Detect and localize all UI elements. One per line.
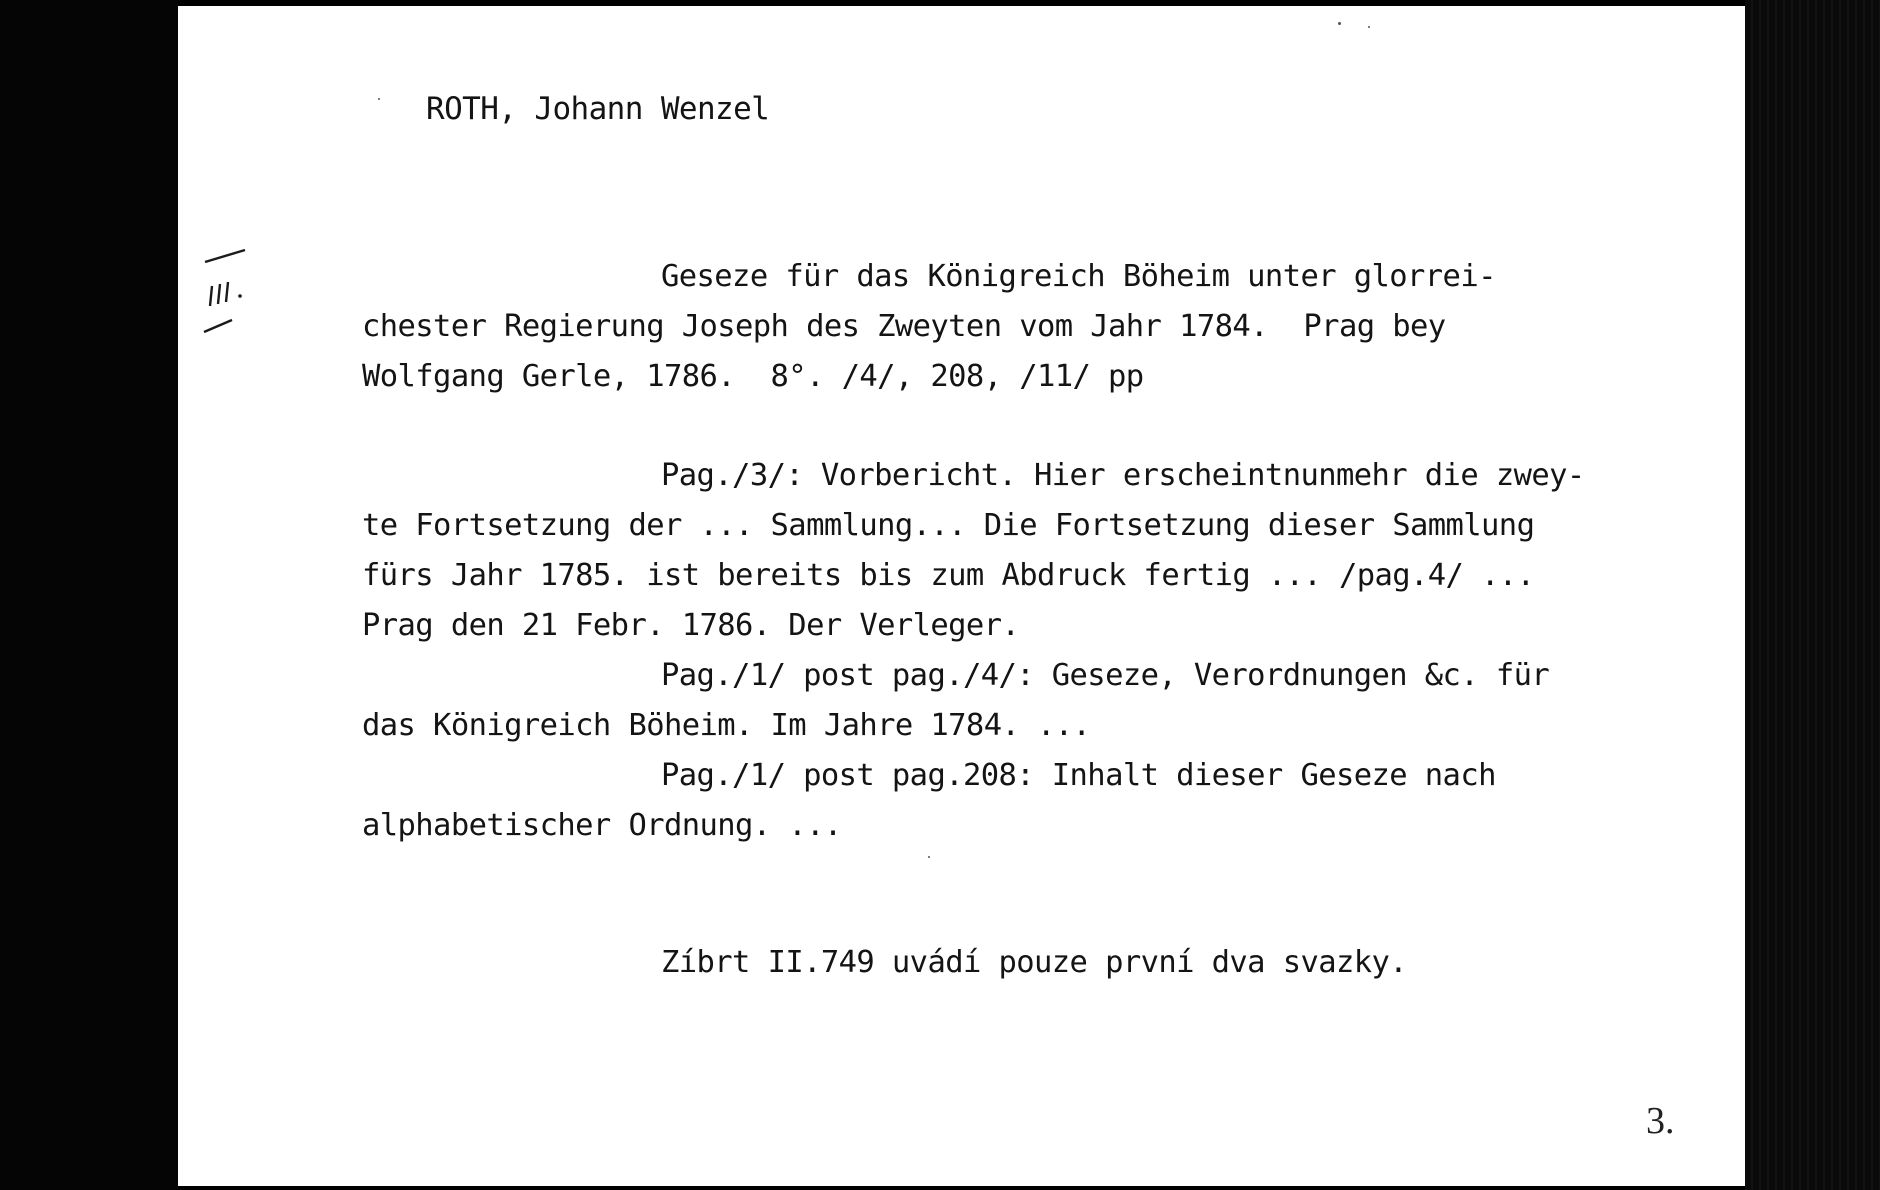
margin-roman-numeral-mark [200, 242, 260, 342]
author-heading: ROTH, Johann Wenzel [426, 91, 770, 127]
preface-line-4: Prag den 21 Febr. 1786. Der Verleger. [362, 608, 1020, 643]
contents-line-2: das Königreich Böheim. Im Jahre 1784. ... [362, 708, 1091, 743]
title-line-1: Geseze für das Königreich Böheim unter glorrei- [661, 259, 1496, 294]
title-line-3: Wolfgang Gerle, 1786. 8°. /4/, 208, /11/ pp [362, 359, 1144, 394]
preface-line-1: Pag./3/: Vorbericht. Hier erscheintnunmehr die zwey- [661, 458, 1585, 493]
scan-speck [378, 98, 380, 100]
scan-left-border [0, 0, 178, 1190]
scan-right-border [1745, 0, 1880, 1190]
catalog-card [178, 6, 1745, 1186]
scan-speck [928, 856, 930, 858]
index-line-1: Pag./1/ post pag.208: Inhalt dieser Geseze nach [661, 758, 1496, 793]
title-line-2: chester Regierung Joseph des Zweyten vom Jahr 1784. Prag bey [362, 309, 1446, 344]
bibliographic-note: Zíbrt II.749 uvádí pouze první dva svazky. [661, 945, 1408, 980]
preface-line-2: te Fortsetzung der ... Sammlung... Die Fortsetzung dieser Sammlung [362, 508, 1535, 543]
index-line-2: alphabetischer Ordnung. ... [362, 808, 842, 843]
card-page-number: 3. [1646, 1100, 1675, 1142]
contents-line-1: Pag./1/ post pag./4/: Geseze, Verordnungen &c. für [661, 658, 1550, 693]
scan-speck [1338, 22, 1341, 25]
preface-line-3: fürs Jahr 1785. ist bereits bis zum Abdruck fertig ... /pag.4/ ... [362, 558, 1535, 593]
scan-speck [1368, 26, 1370, 28]
